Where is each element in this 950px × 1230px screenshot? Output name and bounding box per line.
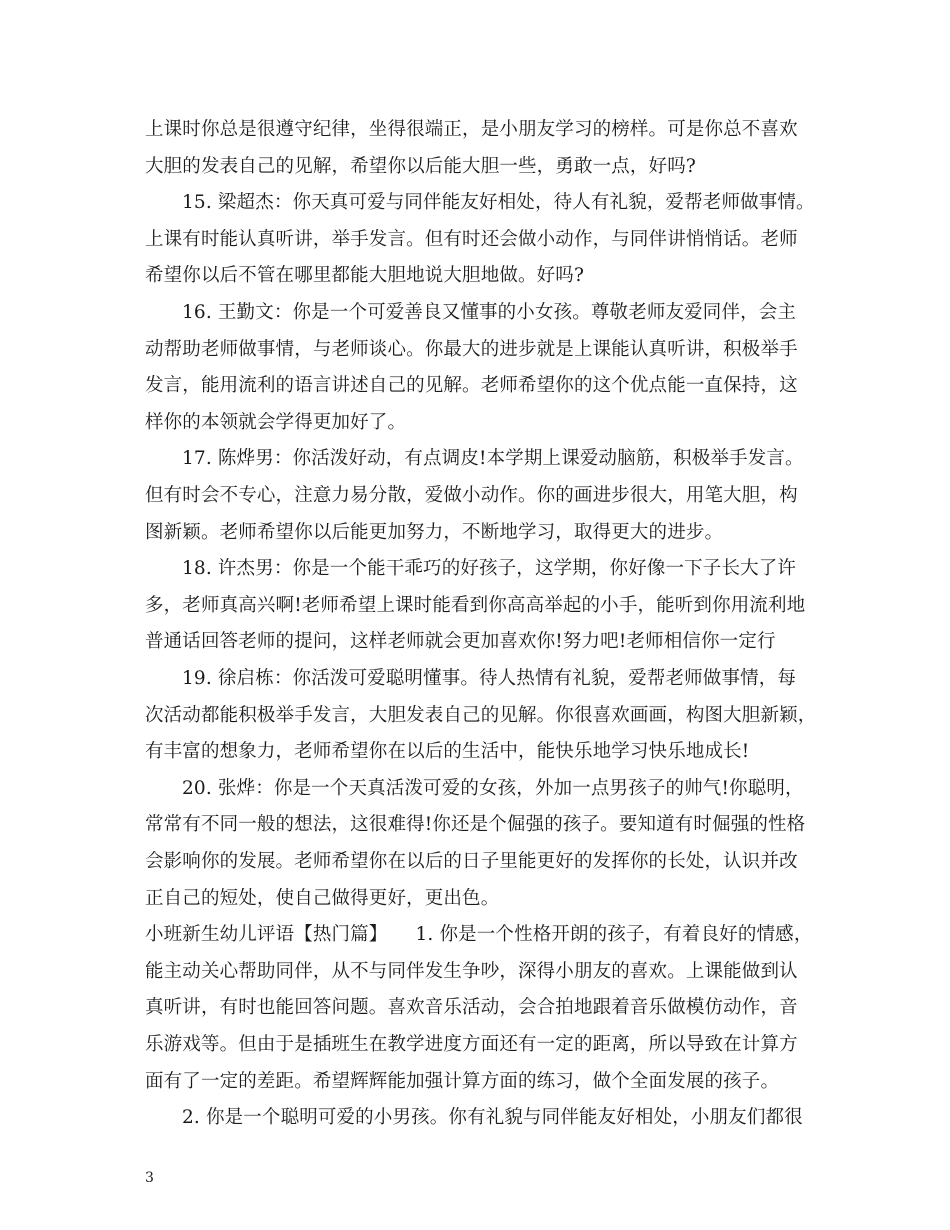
text-line: 正自己的短处，使自己做得更好，更出色。 (145, 888, 500, 909)
paragraph-16-start: 16. 王勤文：你是一个可爱善良又懂事的小女孩。尊敬老师友爱同伴，会主 (182, 302, 797, 323)
paragraph-2-start: 2. 你是一个聪明可爱的小男孩。你有礼貌与同伴能友好相处，小朋友们都很 (182, 1107, 803, 1128)
paragraph-20-start: 20. 张烨：你是一个天真活泼可爱的女孩，外加一点男孩子的帅气!你聪明， (182, 778, 804, 799)
text-line: 会影响你的发展。老师希望你在以后的日子里能更好的发挥你的长处，认识并改 (145, 851, 798, 872)
text-line: 上课时你总是很遵守纪律，坐得很端正，是小朋友学习的榜样。可是你总不喜欢 (145, 119, 798, 140)
page-number: 3 (145, 1170, 154, 1186)
text-line: 动帮助老师做事情，与老师谈心。你最大的进步就是上课能认真听讲，积极举手 (145, 339, 798, 360)
paragraph-18-start: 18. 许杰男：你是一个能干乖巧的好孩子，这学期，你好像一下子长大了许 (182, 558, 797, 579)
paragraph-19-start: 19. 徐启栋：你活泼可爱聪明懂事。待人热情有礼貌，爱帮老师做事情，每 (182, 668, 797, 689)
text-line: 面有了一定的差距。希望辉辉能加强计算方面的练习，做个全面发展的孩子。 (145, 1071, 780, 1092)
text-line: 图新颖。老师希望你以后能更加努力，不断地学习，取得更大的进步。 (145, 522, 724, 543)
text-line: 常常有不同一般的想法，这很难得!你还是个倔强的孩子。要知道有时倔强的性格 (145, 814, 806, 835)
text-line: 发言，能用流利的语言讲述自己的见解。老师希望你的这个优点能一直保持，这 (145, 375, 798, 396)
text-line: 乐游戏等。但由于是插班生在教学进度方面还有一定的距离，所以导致在计算方 (145, 1034, 798, 1055)
text-line: 但有时会不专心，注意力易分散，爱做小动作。你的画进步很大，用笔大胆，构 (145, 485, 798, 506)
paragraph-15-start: 15. 梁超杰：你天真可爱与同伴能友好相处，待人有礼貌，爱帮老师做事情。 (182, 192, 815, 213)
text-line: 上课有时能认真听讲，举手发言。但有时还会做小动作，与同伴讲悄悄话。老师 (145, 229, 798, 250)
text-line: 能主动关心帮助同伴，从不与同伴发生争吵，深得小朋友的喜欢。上课能做到认 (145, 961, 798, 982)
text-line: 样你的本领就会学得更加好了。 (145, 412, 407, 433)
text-line: 有丰富的想象力，老师希望你在以后的生活中，能快乐地学习快乐地成长! (145, 741, 750, 762)
text-line: 次活动都能积极举手发言，大胆发表自己的见解。你很喜欢画画，构图大胆新颖， (145, 705, 817, 726)
text-line: 真听讲，有时也能回答问题。喜欢音乐活动，会合拍地跟着音乐做模仿动作，音 (145, 997, 798, 1018)
section-heading-line: 小班新生幼儿评语【热门篇】 1. 你是一个性格开朗的孩子，有着良好的情感， (145, 924, 813, 945)
paragraph-17-start: 17. 陈烨男：你活泼好动，有点调皮!本学期上课爱动脑筋，积极举手发言。 (182, 448, 804, 469)
text-line: 多，老师真高兴啊!老师希望上课时能看到你高高举起的小手，能听到你用流利地 (145, 595, 806, 616)
text-line: 希望你以后不管在哪里都能大胆地说大胆地做。好吗? (145, 265, 585, 286)
text-line: 大胆的发表自己的见解，希望你以后能大胆一些，勇敢一点，好吗? (145, 156, 696, 177)
text-line: 普通话回答老师的提问，这样老师就会更加喜欢你!努力吧!老师相信你一定行 (145, 631, 776, 652)
